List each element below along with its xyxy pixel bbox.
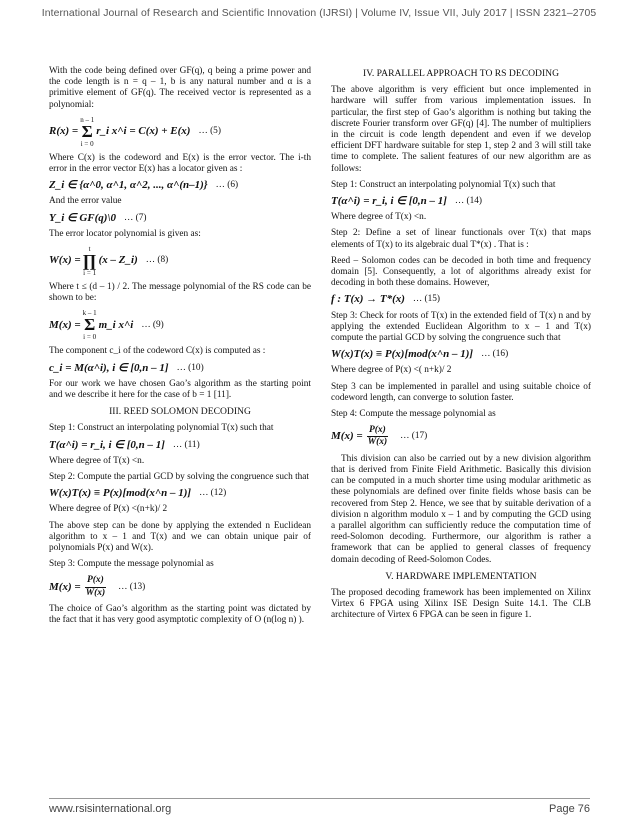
equation-rhs: r_i x^i = C(x) + E(x)	[96, 125, 191, 138]
equation-body: W(x)T(x) ≡ P(x)[mod(x^n – 1)]	[49, 487, 192, 500]
equation-14	[331, 196, 591, 207]
paragraph: Step 2: Compute the partial GCD by solving the congruence such that	[49, 472, 310, 483]
paragraph: The proposed decoding framework has been implemented on Xilinx Virtex 6 FPGA using Xilinx ISE Design Suite 14.1. The CLB architecture of Virtex 6 FPGA can be seen in figure 1.	[331, 587, 591, 621]
equation-13	[49, 575, 311, 598]
paragraph: And the error value	[49, 196, 122, 207]
equation-number: … (12)	[199, 488, 227, 499]
equation-8	[49, 245, 311, 277]
paragraph: Step 2: Define a set of linear functionals over T(x) that maps elements of T(x) to its algebraic dual T*(x) . That is :	[331, 228, 591, 250]
paragraph: Where t ≤ (d – 1) / 2. The message polynomial of the RS code can be shown to be:	[49, 282, 311, 304]
equation-body: W(x)T(x) ≡ P(x)[mod(x^n – 1)]	[331, 348, 474, 361]
footer-url: www.rsisinternational.org	[49, 803, 172, 815]
right-column	[331, 66, 591, 627]
paragraph: The choice of Gao’s algorithm as the starting point was dictated by the fact that it has very good asymptotic complexity of O (n(log n) ).	[49, 603, 311, 626]
equation-rhs: m_i x^i	[98, 318, 134, 331]
paragraph: The error locator polynomial is given as:	[49, 228, 201, 239]
paragraph: Reed – Solomon codes can be decoded in both time and frequency domain [5]. Consequently, a lot of algorithms already exist for decoding in both these domains. However,	[331, 255, 591, 289]
equation-9	[49, 309, 311, 341]
prod-lower-limit: i = 1	[83, 269, 97, 278]
equation-number: … (7)	[124, 212, 147, 223]
equation-number: … (8)	[145, 255, 169, 266]
equation-lhs: W(x) =	[49, 254, 81, 267]
paragraph: With the code being defined over GF(q), q being a prime power and the code length is n = q – 1, b is any natural number and α is a primitive element of GF(q). The received vector is represented as a polynomial:	[49, 66, 311, 110]
equation-number: … (17)	[400, 431, 428, 442]
paragraph: Where degree of T(x) <n.	[49, 455, 145, 466]
equation-lhs: R(x) =	[49, 125, 79, 138]
paragraph: This division can also be carried out by a new division algorithm that is derived from Finite Field Arithmetic. Basically this division can be computed in a much shorter time using modular arithmetic as these polynomials are defined over finite fields whose basis can be recovered from Step 2. Hence, we see that by suitable derivation of a division n algorithm modulo x – 1 and by computing the GCD using a parallel algorithm can sufficiently reduce the computation time of reed-Solomon decoding. Furthermore, our algorithm is rather a framework that can be applied to general classes of frequency domain decoding of Reed-Solomon Codes.	[331, 453, 591, 565]
equation-body: T(α^i) = r_i, i ∈ [0,n – 1]	[49, 438, 165, 451]
equation-15	[331, 294, 591, 305]
prod-upper-limit: t	[88, 245, 91, 254]
denominator: W(x)	[85, 587, 106, 598]
section-heading: IV. PARALLEL APPROACH TO RS DECODING	[363, 68, 559, 79]
equation-16	[331, 349, 591, 360]
equation-body: Z_i ∈ {α^0, α^1, α^2, ..., α^(n–1)}	[49, 179, 208, 192]
equation-number: … (14)	[454, 196, 483, 207]
equation-lhs: M(x) =	[49, 580, 81, 593]
equation-number: … (11)	[172, 439, 200, 450]
paragraph: Step 1: Construct an interpolating polynomial T(x) such that	[49, 423, 274, 434]
equation-number: … (16)	[481, 349, 509, 360]
paragraph: Where degree of T(x) <n.	[331, 212, 427, 223]
paragraph: Where degree of P(x) <(n+k)/ 2	[49, 504, 168, 515]
section-heading: III. REED SOLOMON DECODING	[109, 406, 251, 418]
paragraph: For our work we have chosen Gao’s algorithm as the starting point and we describe it here for the case of b = 1 [11].	[49, 378, 311, 401]
fraction	[366, 425, 390, 448]
paragraph: Step 3: Check for roots of T(x) in the extended field of T(x) n and by applying the extended Euclidean Algorithm to x – 1 and T(x) compute the partial GCD by solving the congruence such that	[331, 310, 591, 344]
denominator: W(x)	[367, 437, 388, 448]
equation-number: … (13)	[118, 581, 146, 592]
equation-number: … (10)	[176, 362, 204, 373]
equation-lhs: M(x) =	[49, 318, 81, 331]
paragraph: Step 1: Construct an interpolating polynomial T(x) such that	[331, 179, 556, 190]
paragraph: The above step can be done by applying the extended n Euclidean algorithm to x – 1 and T(x) and we can obtain unique pair of polynomials P(x) and W(x).	[49, 520, 311, 554]
paragraph: Where degree of P(x) <( n+k)/ 2	[331, 365, 452, 376]
left-column	[49, 66, 311, 631]
page-number: Page 76	[549, 803, 590, 815]
equation-6	[49, 180, 311, 191]
product: t ∏ i = 1	[82, 245, 97, 278]
equation-5	[49, 116, 311, 148]
equation-number: … (5)	[198, 126, 221, 137]
paragraph: The component c_i of the codeword C(x) is computed as :	[49, 346, 266, 357]
equation-17	[331, 425, 591, 448]
fraction	[84, 575, 108, 598]
equation-body: T(α^i) = r_i, i ∈ [0,n – 1]	[331, 195, 447, 208]
section-heading: V. HARDWARE IMPLEMENTATION	[385, 570, 537, 582]
equation-12	[49, 488, 311, 499]
sum-upper-limit: k – 1	[82, 309, 97, 318]
equation-body: c_i = M(α^i), i ∈ [0,n – 1]	[49, 361, 169, 374]
paragraph: Step 3: Compute the message polynomial as	[49, 559, 214, 570]
sum-lower-limit: i = 0	[80, 139, 94, 148]
paragraph: Step 4: Compute the message polynomial as	[331, 409, 496, 420]
equation-number: … (6)	[215, 180, 239, 191]
equation-body: f : T(x) → T*(x)	[331, 293, 405, 306]
sum-lower-limit: i = 0	[83, 333, 97, 342]
equation-rhs: (x – Z_i)	[98, 254, 138, 267]
paragraph: The above algorithm is very efficient but once implemented in hardware will suffer from various implementation issues. In particular, the first step of Gao’s algorithm is nothing but taking the discrete Fourier transform over GF(q) [4]. The number of multipliers in the circuit is code length dependent and even if we develop efficient DFT hardware suitable for step 1, step 2 and 3 will still take time to complete. The salient features of our new algorithm are as follows:	[331, 85, 591, 174]
paragraph: Step 3 can be implemented in parallel and using suitable choice of codeword length, can converge to solution faster.	[331, 381, 591, 403]
equation-lhs: M(x) =	[331, 430, 363, 443]
equation-body: Y_i ∈ GF(q)\0	[49, 211, 117, 224]
page-footer	[49, 798, 590, 815]
paragraph: Where C(x) is the codeword and E(x) is the error vector. The i-th error in the error vector E(x) has a locator given as :	[49, 152, 311, 175]
equation-number: … (15)	[412, 294, 441, 305]
summation: k – 1 Σ i = 0	[82, 309, 97, 342]
equation-7	[49, 213, 311, 224]
equation-number: … (9)	[141, 319, 164, 330]
sum-upper-limit: n – 1	[80, 115, 95, 124]
equation-10	[49, 363, 311, 374]
journal-header: International Journal of Research and Scientific Innovation (IJRSI) | Volume IV, Issue VII, July 2017 | ISSN 2321–2705	[41, 8, 597, 19]
equation-11	[49, 440, 311, 451]
summation: n – 1 Σ i = 0	[80, 115, 95, 148]
numerator: P(x)	[85, 575, 106, 587]
numerator: P(x)	[367, 425, 388, 437]
